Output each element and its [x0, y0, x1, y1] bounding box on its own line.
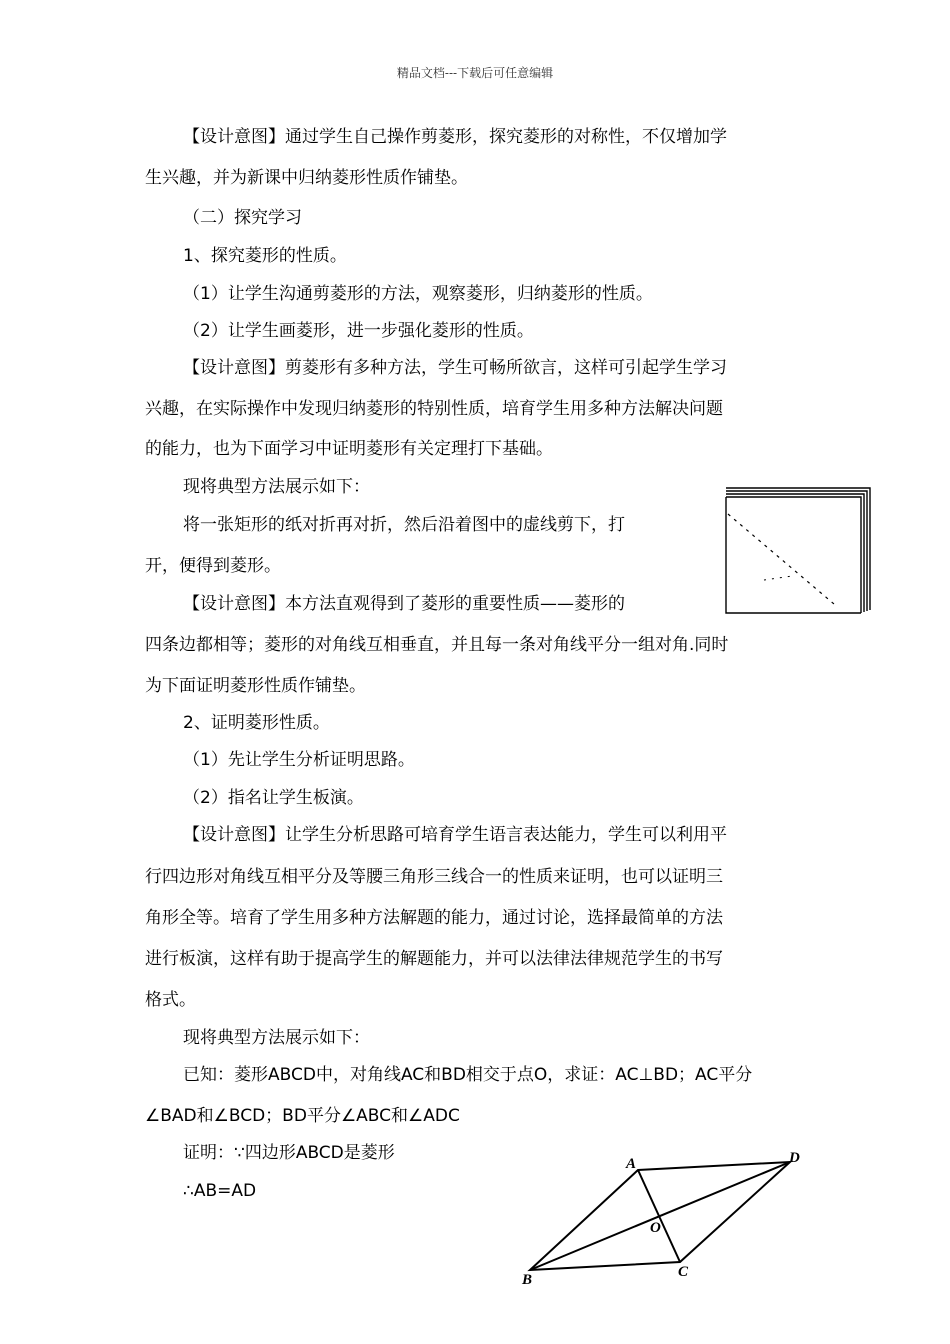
text-line: 已知：菱形ABCD中，对角线AC和BD相交于点O，求证：AC⊥BD；AC平分	[183, 1065, 753, 1085]
text-line: 格式。	[145, 990, 196, 1010]
text-line: 角形全等。培育了学生用多种方法解题的能力，通过讨论，选择最简单的方法	[145, 908, 723, 928]
text-line: ∴AB=AD	[183, 1181, 257, 1201]
text-line: 为下面证明菱形性质作铺垫。	[145, 676, 366, 696]
rhombus-figure	[518, 1150, 818, 1286]
text-line: 的能力，也为下面学习中证明菱形有关定理打下基础。	[145, 439, 553, 459]
text-line: （2）指名让学生板演。	[183, 788, 364, 808]
text-line: 生兴趣，并为新课中归纳菱形性质作铺垫。	[145, 168, 468, 188]
text-line: 【设计意图】让学生分析思路可培育学生语言表达能力，学生可以利用平	[183, 825, 727, 845]
vertex-label-c: C	[678, 1264, 689, 1280]
text-line: 【设计意图】剪菱形有多种方法，学生可畅所欲言，这样可引起学生学习	[183, 358, 727, 378]
center-label-o: O	[650, 1220, 661, 1236]
text-line: 【设计意图】本方法直观得到了菱形的重要性质——菱形的	[183, 594, 625, 614]
text-line: 【设计意图】通过学生自己操作剪菱形，探究菱形的对称性，不仅增加学	[183, 127, 727, 147]
diagonal-bd	[530, 1162, 790, 1270]
text-line: （1）先让学生分析证明思路。	[183, 750, 415, 770]
text-line: 进行板演，这样有助于提高学生的解题能力，并可以法律法律规范学生的书写	[145, 949, 723, 969]
vertex-label-b: B	[522, 1272, 533, 1286]
text-line: ∠BAD和∠BCD；BD平分∠ABC和∠ADC	[145, 1106, 460, 1126]
text-line: （1）让学生沟通剪菱形的方法，观察菱形，归纳菱形的性质。	[183, 284, 653, 304]
text-line: 兴趣，在实际操作中发现归纳菱形的特别性质，培育学生用多种方法解决问题	[145, 399, 723, 419]
text-line: 2、证明菱形性质。	[183, 713, 330, 733]
text-line: 开，便得到菱形。	[145, 556, 281, 576]
vertex-label-a: A	[626, 1156, 637, 1172]
text-line: 行四边形对角线互相平分及等腰三角形三线合一的性质来证明，也可以证明三	[145, 867, 723, 887]
text-line: （二）探究学习	[183, 208, 302, 228]
text-line: 四条边都相等；菱形的对角线互相垂直，并且每一条对角线平分一组对角.同时	[145, 635, 729, 655]
text-line: 1、探究菱形的性质。	[183, 246, 347, 266]
vertex-label-d: D	[789, 1150, 800, 1166]
page-header: 精品文档---下载后可任意编辑	[396, 66, 554, 80]
folded-paper-figure	[722, 484, 874, 616]
text-line: （2）让学生画菱形，进一步强化菱形的性质。	[183, 321, 534, 341]
text-line: 证明：∵四边形ABCD是菱形	[183, 1143, 395, 1163]
text-line: 现将典型方法展示如下：	[183, 477, 370, 497]
text-line: 现将典型方法展示如下：	[183, 1028, 370, 1048]
text-line: 将一张矩形的纸对折再对折，然后沿着图中的虚线剪下，打	[183, 515, 625, 535]
